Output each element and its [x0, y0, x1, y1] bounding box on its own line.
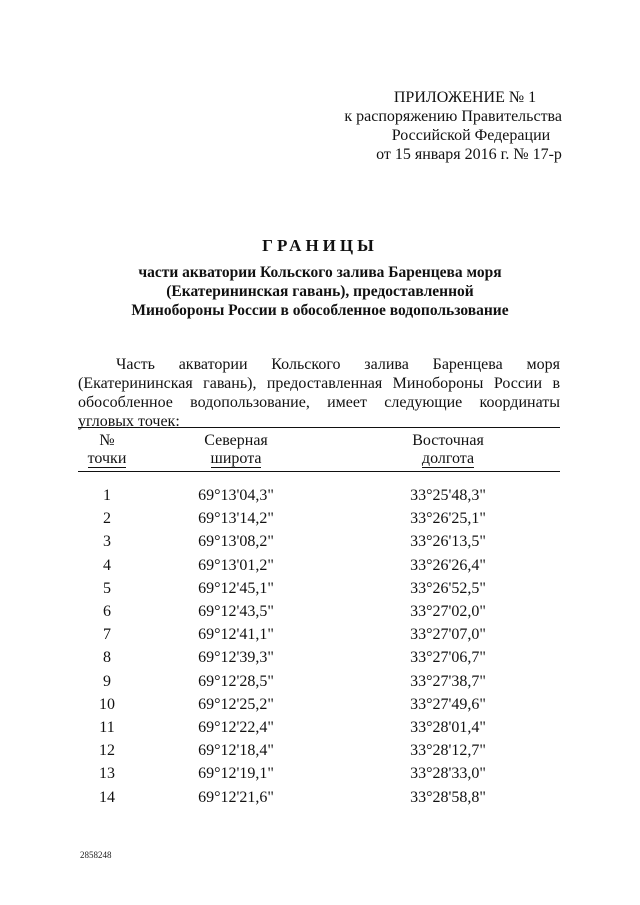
latitude-cell: 69°13'01,2": [198, 556, 274, 574]
point-number-cell: 12: [99, 742, 115, 760]
header-text: точки: [87, 450, 127, 467]
longitude-cell: 33°25'48,3": [410, 487, 486, 505]
point-number-cell: 11: [99, 718, 115, 736]
table-row: [78, 739, 560, 762]
table-row: [78, 762, 560, 785]
document-title: ГРАНИЦЫ: [262, 236, 378, 255]
table-header-row: [78, 428, 560, 472]
header-point-number: [78, 428, 136, 472]
table-row: [78, 600, 560, 623]
header-longitude: [336, 428, 560, 472]
appendix-title: ПРИЛОЖЕНИЕ № 1: [393, 89, 537, 106]
latitude-cell: 69°12'45,1": [198, 579, 274, 597]
point-number-cell: 8: [103, 649, 111, 667]
longitude-cell: 33°26'52,5": [410, 579, 486, 597]
latitude-cell: 69°12'21,6": [198, 788, 274, 806]
longitude-cell: 33°26'13,5": [410, 533, 486, 551]
header-text: долгота: [421, 450, 475, 467]
latitude-cell: 69°12'41,1": [198, 626, 274, 644]
header-text: Северная: [204, 432, 268, 449]
point-number-cell: 5: [103, 579, 111, 597]
longitude-cell: 33°27'07,0": [410, 626, 486, 644]
table-row: [78, 577, 560, 600]
longitude-cell: 33°28'58,8": [410, 788, 486, 806]
point-number-cell: 7: [103, 626, 111, 644]
appendix-reference: к распоряжению Правительства: [344, 108, 562, 125]
document-subtitle: [100, 263, 540, 320]
longitude-cell: 33°26'26,4": [410, 556, 486, 574]
longitude-cell: 33°26'25,1": [410, 510, 486, 528]
table-row: [78, 693, 560, 716]
coordinates-table-wrap: [78, 427, 560, 809]
point-number-cell: 4: [103, 556, 111, 574]
point-number-cell: 3: [103, 533, 111, 551]
table-row: [78, 472, 560, 508]
table-row: [78, 785, 560, 808]
table-row: [78, 530, 560, 553]
latitude-cell: 69°13'14,2": [198, 510, 274, 528]
table-row: [78, 623, 560, 646]
appendix-authority: Российской Федерации: [391, 127, 551, 144]
latitude-cell: 69°13'08,2": [198, 533, 274, 551]
header-latitude: [136, 428, 336, 472]
point-number-cell: 2: [103, 510, 111, 528]
appendix-date-number: от 15 января 2016 г. № 17-р: [376, 146, 562, 163]
longitude-cell: 33°27'02,0": [410, 603, 486, 621]
coordinates-table-body: [78, 472, 560, 809]
longitude-cell: 33°28'01,4": [410, 718, 486, 736]
latitude-cell: 69°12'28,5": [198, 672, 274, 690]
header-text: №: [99, 432, 115, 449]
latitude-cell: 69°12'22,4": [198, 718, 274, 736]
subtitle-line: Минобороны России в обособленное водопользование: [131, 302, 509, 319]
point-number-cell: 13: [99, 765, 115, 783]
subtitle-line: части акватории Кольского залива Баренцева моря: [138, 264, 502, 281]
table-row: [78, 507, 560, 530]
table-row: [78, 716, 560, 739]
appendix-header: [330, 88, 562, 164]
document-number: 2858248: [80, 850, 112, 860]
latitude-cell: 69°12'39,3": [198, 649, 274, 667]
point-number-cell: 14: [99, 788, 115, 806]
header-text: широта: [210, 450, 262, 467]
longitude-cell: 33°28'33,0": [410, 765, 486, 783]
intro-paragraph: Часть акватории Кольского залива Баренцева моря (Екатерининская гавань), предоставленная Минобороны России в обособленное водопользование, имеет следующие координаты угловых точек:: [78, 356, 560, 430]
table-row: [78, 554, 560, 577]
coordinates-table: [78, 427, 560, 809]
longitude-cell: 33°27'06,7": [410, 649, 486, 667]
latitude-cell: 69°12'19,1": [198, 765, 274, 783]
point-number-cell: 1: [103, 487, 111, 505]
longitude-cell: 33°28'12,7": [410, 742, 486, 760]
latitude-cell: 69°13'04,3": [198, 487, 274, 505]
latitude-cell: 69°12'25,2": [198, 695, 274, 713]
longitude-cell: 33°27'38,7": [410, 672, 486, 690]
point-number-cell: 9: [103, 672, 111, 690]
longitude-cell: 33°27'49,6": [410, 695, 486, 713]
point-number-cell: 10: [99, 695, 115, 713]
subtitle-line: (Екатерининская гавань), предоставленной: [166, 283, 474, 300]
header-text: Восточная: [412, 432, 484, 449]
table-row: [78, 670, 560, 693]
point-number-cell: 6: [103, 603, 111, 621]
latitude-cell: 69°12'18,4": [198, 742, 274, 760]
latitude-cell: 69°12'43,5": [198, 603, 274, 621]
table-row: [78, 646, 560, 669]
